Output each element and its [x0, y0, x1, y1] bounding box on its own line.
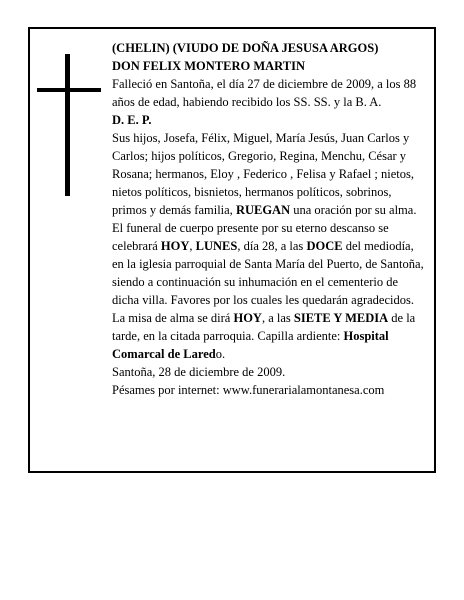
- ruegan-word: RUEGAN: [235, 203, 291, 217]
- date-line: Santoña, 28 de diciembre de 2009.: [112, 365, 286, 379]
- funeral-text-1: una oración por su alma. El funeral de cuerpo presente por su eterno descanso se celebrará: [112, 203, 417, 253]
- funeral-tail: o.: [215, 347, 226, 361]
- siete-y-media: SIETE Y MEDIA: [293, 311, 389, 325]
- family-list: Sus hijos, Josefa, Félix, Miguel, María Jesús, Juan Carlos y Carlos; hijos políticos, Gregorio, Regina, Menchu, César y Rosana; hermanos, Eloy , Federico , Felisa y Rafael ; nietos, nietos políticos, bisnietos, hermanos políticos, sobrinos, primos y demás familia,: [112, 131, 415, 217]
- hospital-name: Hospital Comarcal de Lared: [112, 329, 389, 361]
- family-paragraph: [112, 129, 424, 363]
- lunes-word: LUNES: [195, 239, 238, 253]
- funeral-text-5: de la tarde, en la citada parroquia. Capilla ardiente:: [112, 311, 416, 343]
- comma-text: ,: [189, 239, 196, 253]
- obituary-text: [112, 39, 424, 399]
- dep-line: D. E. P.: [112, 113, 152, 127]
- death-notice: Falleció en Santoña, el día 27 de diciembre de 2009, a los 88 años de edad, habiendo recibido los SS. SS. y la B. A.: [112, 77, 417, 109]
- funeral-text-2: , día 28, a las: [237, 239, 307, 253]
- deceased-name: DON FELIX MONTERO MARTIN: [112, 59, 305, 73]
- hoy-word: HOY: [160, 239, 190, 253]
- cross-icon: [37, 54, 101, 196]
- website-line: Pésames por internet: www.funerarialamontanesa.com: [112, 383, 385, 397]
- funeral-text-4: , a las: [261, 311, 294, 325]
- funeral-text-3: del mediodía, en la iglesia parroquial de Santa María del Puerto, de Santoña, siendo a continuación su inhumación en el cementerio de dicha villa. Favores por los cuales les quedarán agradecidos. La misa de alma se dirá: [112, 239, 424, 325]
- nickname-line: (CHELIN) (VIUDO DE DOÑA JESUSA ARGOS): [112, 41, 379, 55]
- doce-word: DOCE: [306, 239, 343, 253]
- hoy-word-2: HOY: [233, 311, 262, 325]
